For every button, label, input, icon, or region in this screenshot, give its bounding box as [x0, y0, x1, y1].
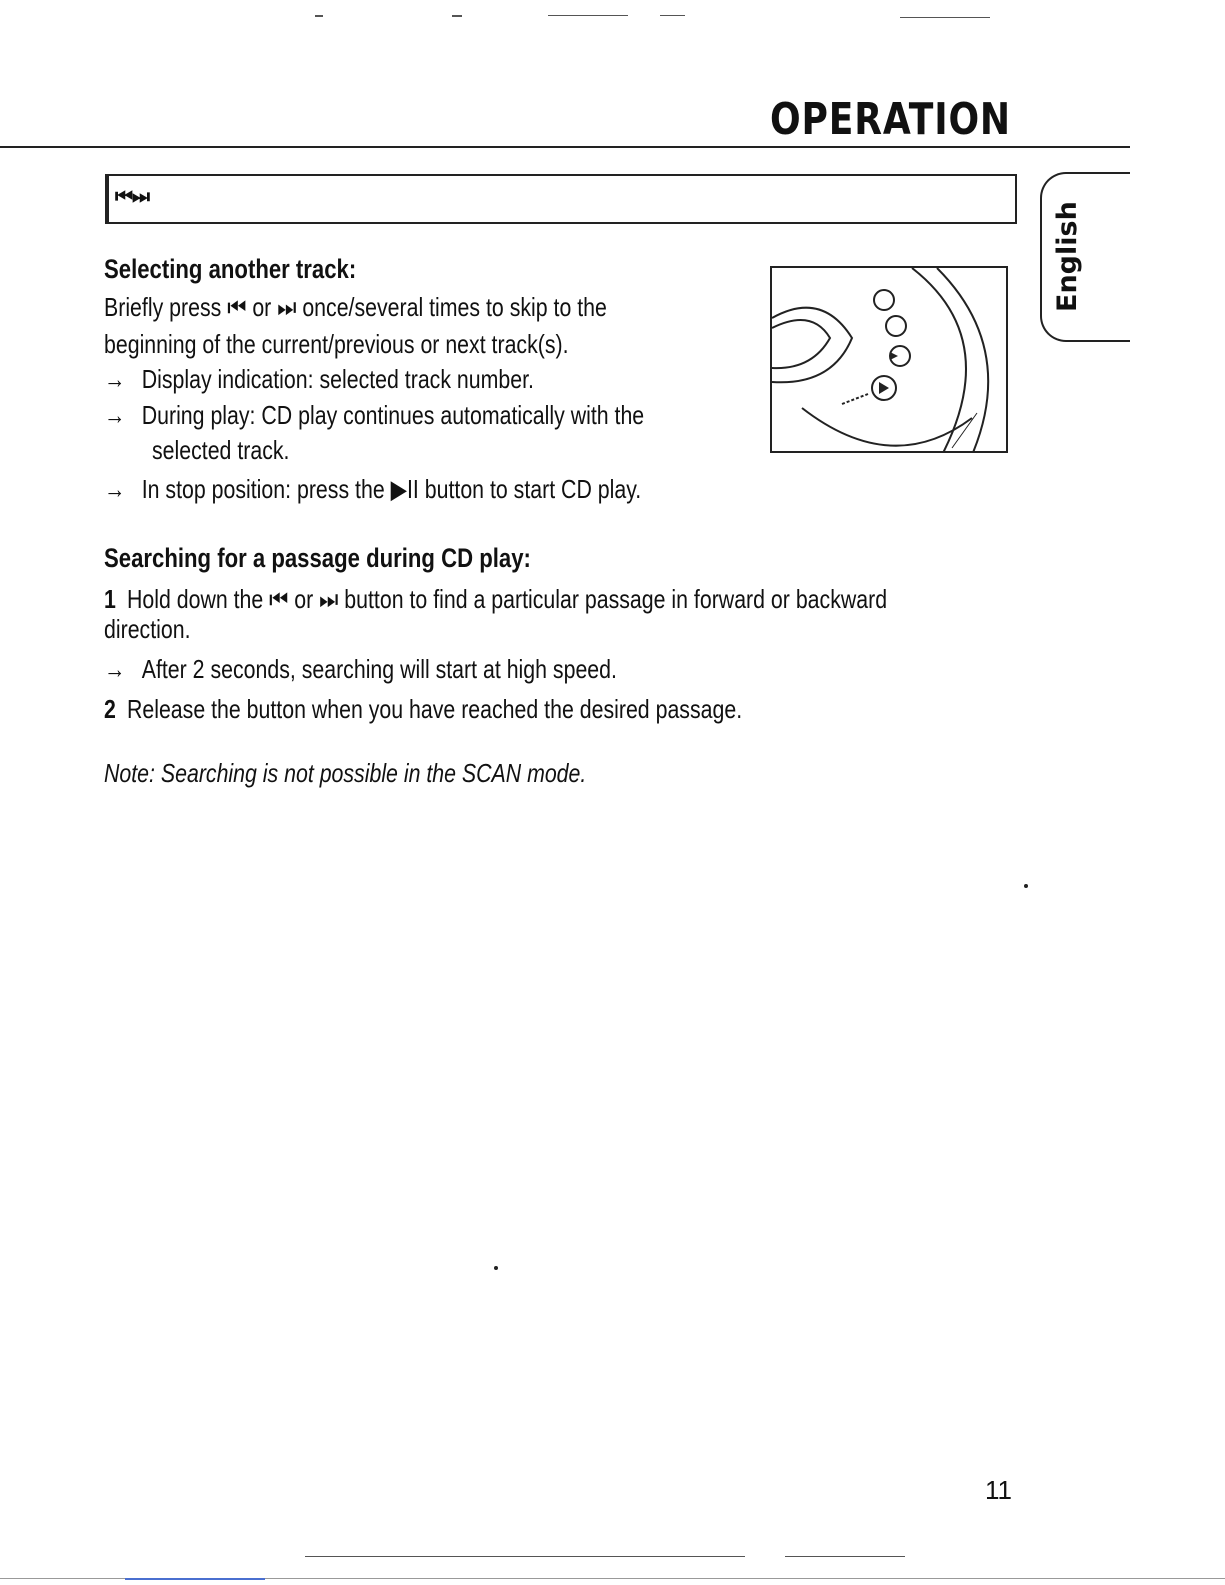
scan-mark — [785, 1556, 905, 1557]
step-number: 2 — [104, 694, 116, 724]
scan-mark — [452, 15, 462, 17]
bullet-text: During play: CD play continues automatically with the — [141, 400, 645, 430]
cd-player-illustration — [770, 266, 1008, 453]
bullet-during-play-cont: selected track. — [152, 435, 290, 465]
page-number: 11 — [985, 1475, 1012, 1505]
section-title: OPERATION — [770, 94, 1011, 145]
step-2 — [104, 692, 742, 726]
step-1 — [104, 582, 887, 616]
searching-heading: Searching for a passage during CD play: — [104, 543, 531, 573]
bullet-text: Display indication: selected track number. — [141, 364, 534, 394]
scan-mark — [548, 15, 628, 16]
selecting-line-1: Briefly press ⏮ or ⏭ once/several times to skip to the — [104, 292, 607, 322]
scan-mark — [125, 1578, 265, 1580]
note: Note: Searching is not possible in the SCAN mode. — [104, 758, 587, 788]
bullet-stop-position — [104, 472, 641, 506]
arrow-icon: → — [104, 364, 126, 394]
selecting-heading: Selecting another track: — [104, 254, 357, 284]
arrow-icon: → — [104, 654, 126, 684]
arrow-icon: → — [104, 474, 126, 504]
step-text: Release the button when you have reached the desired passage. — [126, 694, 743, 724]
scan-mark — [660, 15, 685, 16]
control-box — [105, 174, 1017, 224]
step-1-cont: direction. — [104, 614, 191, 644]
step-number: 1 — [104, 584, 116, 614]
bullet-search-speed — [104, 652, 617, 686]
bullet-text: In stop position: press the ▶II button to start CD play. — [141, 474, 642, 504]
scan-speck — [494, 1266, 498, 1270]
arrow-icon: → — [104, 400, 126, 430]
step-text: Hold down the ⏮ or ⏭ button to find a particular passage in forward or backward — [126, 584, 888, 614]
scan-mark — [900, 17, 990, 18]
title-rule — [0, 146, 1130, 148]
scan-mark — [315, 15, 323, 17]
cd-player-drawing — [772, 268, 1008, 453]
bullet-text: After 2 seconds, searching will start at high speed. — [141, 654, 617, 684]
skip-buttons-icon: ⏮⏭ — [115, 186, 149, 208]
scan-speck — [1024, 884, 1028, 888]
bullet-during-play — [104, 398, 644, 432]
scan-mark — [305, 1556, 745, 1557]
selecting-line-2: beginning of the current/previous or next track(s). — [104, 329, 569, 359]
language-label: English — [1052, 201, 1083, 312]
bullet-display — [104, 362, 534, 396]
